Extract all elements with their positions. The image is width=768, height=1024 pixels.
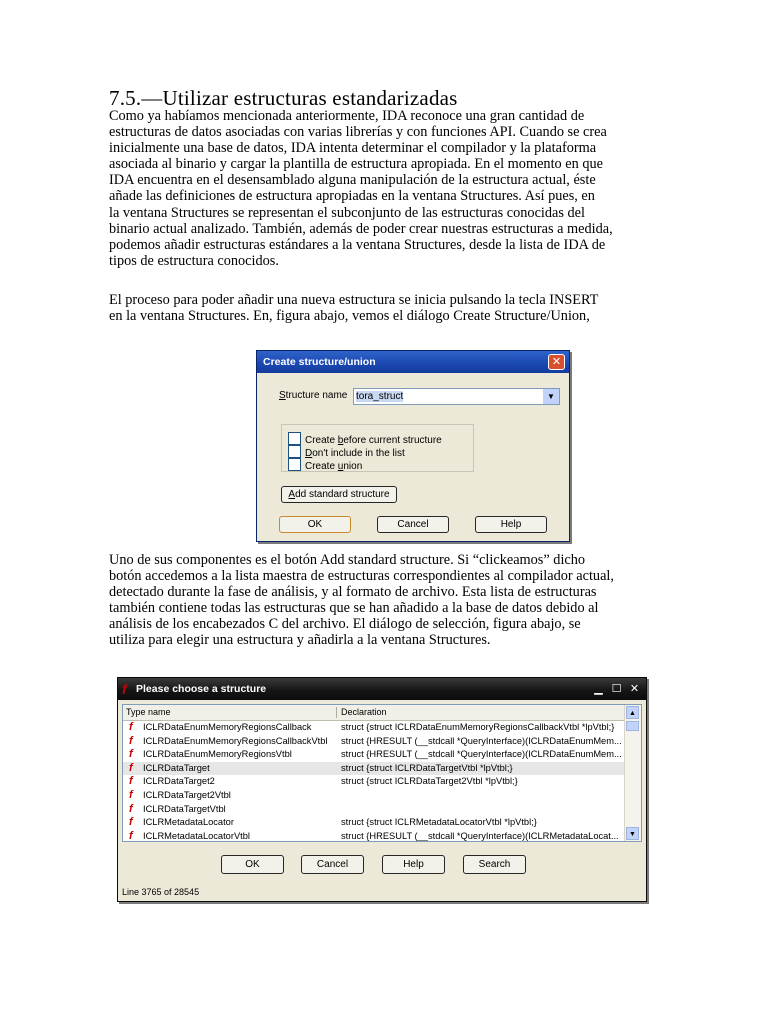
close-icon[interactable]: ✕	[548, 354, 565, 370]
text-line: podemos añadir estructuras estándares a la ventana Structures, desde la lista de IDA de	[109, 236, 606, 253]
struct-icon: f	[129, 734, 133, 747]
dialog-title: Create structure/union	[257, 351, 569, 373]
list-item[interactable]: f ICLRDataTarget struct {struct ICLRDataTargetVtbl *lpVtbl;}	[123, 762, 625, 776]
list-item[interactable]: f ICLRDataEnumMemoryRegionsCallback struct {struct ICLRDataEnumMemoryRegionsCallbackVtbl *lpVtbl;}	[129, 721, 615, 733]
text-line: Como ya habíamos mencionada anteriormente, IDA reconoce una gran cantidad de	[109, 108, 585, 124]
text-line: utiliza para elegir una estructura y añadirla a la ventana Structures.	[109, 632, 491, 649]
text-line: detectado durante la fase de análisis, y al formato de archivo. Esta lista de estructuras	[109, 584, 597, 601]
vertical-scrollbar[interactable]	[624, 705, 641, 841]
list-item[interactable]: f ICLRDataEnumMemoryRegionsCallbackVtbl struct {HRESULT (__stdcall *QueryInterface)(ICLRDataEnumMem...	[129, 734, 622, 747]
text-line: en la ventana Structures. En, figura abajo, vemos el diálogo Create Structure/Union,	[109, 308, 590, 325]
text-line: inicialmente una base de datos, IDA intenta determinar el compilador y la plataforma	[109, 140, 597, 157]
create-before-checkbox[interactable]: Create before current structure	[288, 432, 442, 446]
dialog-title: Please choose a structure	[118, 678, 646, 700]
structure-name-input[interactable]	[353, 388, 560, 405]
ida-app-icon: f	[122, 681, 127, 697]
text-line: añade las definiciones de estructura apropiadas en la ventana Structures. Así pues, en	[109, 188, 595, 205]
chevron-down-icon[interactable]: ▼	[543, 389, 559, 404]
scroll-down-icon[interactable]: ▼	[626, 827, 639, 840]
structure-list[interactable]	[122, 704, 642, 842]
choose-structure-dialog	[117, 677, 647, 902]
list-header	[123, 705, 625, 721]
maximize-icon[interactable]: ☐	[611, 683, 622, 695]
checkbox-icon	[288, 458, 301, 471]
help-button[interactable]: Help	[382, 855, 445, 874]
list-item[interactable]: f ICLRDataTarget2 struct {struct ICLRDataTarget2Vtbl *lpVtbl;}	[129, 775, 518, 788]
help-button[interactable]: Help	[475, 516, 547, 533]
list-item[interactable]: f ICLRMetadataLocator struct {struct ICLRMetadataLocatorVtbl *lpVtbl;}	[129, 816, 537, 829]
paragraph-add-standard	[109, 552, 669, 649]
options-group	[281, 424, 474, 472]
minimize-icon[interactable]: ▁	[594, 683, 603, 695]
dont-include-checkbox[interactable]: Don't include in the list	[288, 445, 405, 459]
text-line: también contiene todas las estructuras que se han añadido a la base de datos debido al	[109, 600, 599, 617]
list-item[interactable]: f ICLRDataTargetVtbl	[129, 802, 226, 815]
text-line: asociada al binario y cargar la plantilla de estructura apropiada. En el momento en que	[109, 156, 603, 173]
scroll-up-icon[interactable]: ▲	[626, 706, 639, 719]
text-line: análisis de los encabezados C del archivo. El diálogo de selección, figura abajo, se	[109, 616, 581, 633]
list-item[interactable]: f ICLRDataTarget2Vtbl	[129, 788, 231, 801]
struct-icon: f	[129, 816, 133, 829]
struct-icon: f	[129, 802, 133, 815]
scroll-thumb[interactable]	[626, 721, 639, 731]
list-item[interactable]: f ICLRDataEnumMemoryRegionsVtbl struct {HRESULT (__stdcall *QueryInterface)(ICLRDataEnumMem...	[129, 748, 622, 761]
paragraph-insert	[109, 292, 669, 324]
structure-name-value: tora_struct	[356, 391, 404, 402]
column-declaration[interactable]: Declaration	[341, 707, 387, 717]
struct-icon: f	[129, 748, 133, 761]
ok-button[interactable]: OK	[279, 516, 351, 533]
checkbox-icon	[288, 445, 301, 458]
struct-icon: f	[129, 775, 133, 788]
status-text: Line 3765 of 28545	[122, 887, 200, 897]
text-line: la ventana Structures se representan el subconjunto de las estructuras conocidas del	[109, 204, 585, 221]
create-structure-dialog	[256, 350, 570, 542]
text-line: El proceso para poder añadir una nueva estructura se inicia pulsando la tecla INSERT	[109, 292, 599, 308]
structure-name-label: Structure name	[279, 390, 348, 401]
text-line: estructuras de datos asociadas con varias librerías y con funciones API. Cuando se crea	[109, 124, 607, 141]
struct-icon: f	[129, 788, 133, 801]
column-type-name[interactable]: Type name	[126, 707, 171, 717]
text-line: Uno de sus componentes es el botón Add standard structure. Si “clickeamos” dicho	[109, 552, 586, 568]
text-line: tipos de estructura conocidos.	[109, 252, 279, 269]
struct-icon: f	[129, 761, 133, 774]
ok-button[interactable]: OK	[221, 855, 284, 874]
checkbox-icon	[288, 432, 301, 445]
create-union-checkbox[interactable]: Create union	[288, 458, 362, 472]
struct-icon: f	[129, 721, 133, 733]
list-item[interactable]: f ICLRMetadataLocatorVtbl struct {HRESULT (__stdcall *QueryInterface)(ICLRMetadataLocat...	[129, 829, 619, 842]
text-line: botón accedemos a la lista maestra de estructuras correspondientes al compilador actual,	[109, 568, 614, 585]
add-standard-structure-button[interactable]: Add standard structure	[281, 486, 397, 503]
struct-icon: f	[129, 829, 133, 842]
text-line: binario actual analizado. También, además de poder crear nuestras estructuras a medida,	[109, 220, 613, 237]
section-heading: 7.5.—Utilizar estructuras estandarizadas	[109, 86, 458, 110]
paragraph-intro	[109, 108, 669, 269]
column-divider	[336, 707, 337, 718]
list-rows	[123, 721, 625, 842]
cancel-button[interactable]: Cancel	[301, 855, 364, 874]
text-line: IDA encuentra en el desensamblado alguna manipulación de la estructura actual, éste	[109, 172, 596, 189]
search-button[interactable]: Search	[463, 855, 526, 874]
cancel-button[interactable]: Cancel	[377, 516, 449, 533]
close-icon[interactable]: ✕	[629, 683, 640, 695]
